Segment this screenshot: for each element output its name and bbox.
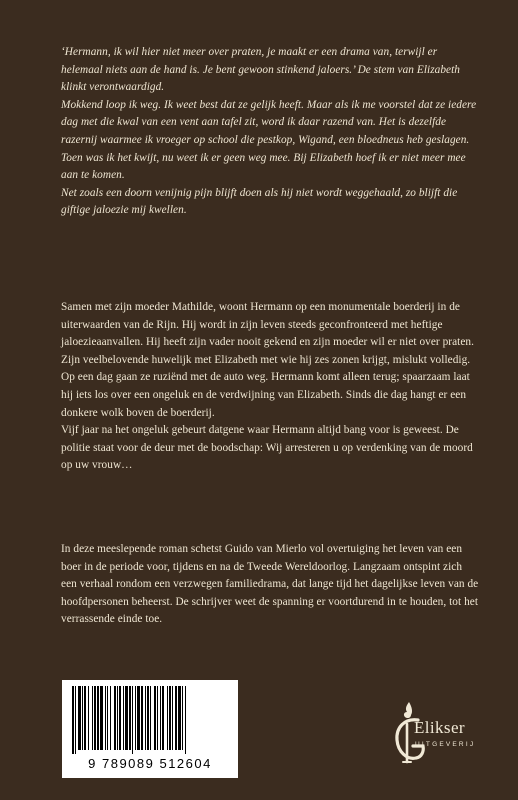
barcode-bar — [107, 686, 108, 750]
barcode-bar — [145, 686, 146, 750]
synopsis-paragraph: Zijn veelbelovende huwelijk met Elizabeth met wie hij zes zonen krijgt, mislukt volledig. Op een dag gaan ze ruziënd met de auto weg. Hermann komt alleen terug; spaarzaam laat hij iets los over een ongeluk en de verdwijning van Elizabeth. Sinds die dag hangt er een donkere wolk boven de boerderij. — [61, 353, 471, 419]
barcode-bar — [167, 686, 168, 750]
barcode-bar — [162, 686, 164, 750]
barcode-bar — [169, 686, 171, 750]
barcode-bar — [137, 686, 140, 750]
barcode-bar — [160, 686, 161, 750]
barcode-bar — [110, 686, 111, 750]
barcode-bar — [175, 686, 177, 750]
isbn-barcode — [62, 680, 238, 778]
review-paragraph: In deze meeslepende roman schetst Guido van Mierlo vol overtuiging het leven van een boer in de periode voor, tijdens en na de Tweede Wereldoorlog. Langzaam ontspint zich een verhaal rondom een verzwegen familiedrama, dat lange tijd het dagelijkse leven van de hoofdpersonen beheerst. De schrijver weet de spanning er voortdurend in te houden, tot het verrassende einde toe. — [61, 543, 479, 626]
barcode-bar — [72, 686, 74, 754]
barcode-bar — [117, 686, 118, 750]
barcode-bar — [141, 686, 143, 750]
review-blurb — [61, 541, 479, 629]
barcode-bar — [75, 686, 76, 754]
barcode-bar — [97, 686, 99, 750]
barcode-bar — [150, 686, 151, 750]
publisher-name: Elikser — [414, 718, 465, 737]
barcode-bar — [94, 686, 96, 750]
quote-paragraph: Net zoals een doorn venijnig pijn blijft doen als hij niet wordt weggehaald, zo blijft die giftige jaloezie mij kwellen. — [61, 186, 458, 217]
publisher-subtitle: UITGEVERIJ — [415, 741, 476, 748]
barcode-bar — [182, 686, 183, 750]
synopsis-paragraph: Vijf jaar na het ongeluk gebeurt datgene waar Hermann altijd bang voor is geweest. De politie staat voor de deur met de boodschap: Wij arresteren u op verdenking van de moord op uw vrouw… — [61, 424, 473, 472]
barcode-bar — [157, 686, 158, 750]
quote-paragraph: ‘Hermann, ik wil hier niet meer over praten, je maakt er een drama van, terwijl er helemaal niets aan de hand is. Je bent gewoon stinkend jaloers.’ De stem van Elizabeth klinkt verontwaardigd. — [61, 46, 460, 94]
isbn-number: 9 789089 512604 — [88, 756, 212, 771]
synopsis — [61, 299, 479, 475]
barcode-bar — [172, 686, 173, 750]
barcode-bars — [70, 686, 230, 754]
barcode-bar — [114, 686, 116, 750]
publisher-logo — [392, 700, 492, 770]
barcode-bar — [185, 686, 186, 754]
barcode-bar — [88, 686, 89, 750]
barcode-bar — [92, 686, 93, 750]
barcode-bar — [125, 686, 128, 750]
barcode-bar — [84, 686, 86, 750]
synopsis-paragraph: Samen met zijn moeder Mathilde, woont Hermann op een monumentale boerderij in de uiterwaarden van de Rijn. Hij wordt in zijn leven steeds geconfronteerd met heftige jaloezieaanvallen. Hij heeft zijn vader nooit gekend en zijn moeder wil er niet over praten. — [61, 301, 474, 349]
barcode-bar — [100, 686, 103, 750]
barcode-bar — [78, 686, 81, 750]
barcode-bar — [82, 686, 83, 750]
quote-paragraph: Mokkend loop ik weg. Ik weet best dat ze gelijk heeft. Maar als ik me voorstel dat ze iedere dag met die kwal van een vent aan tafel zit, word ik daar razend van. Het is dezelfde razernij waarmee ik vroeger op school die pestkop, Wigand, een bloedneus heb geslagen. Toen was ik het kwijt, nu weet ik er geen weg mee. Bij Elizabeth hoef ik er niet meer mee aan te komen. — [61, 98, 477, 182]
barcode-bar — [135, 686, 136, 750]
barcode-bar — [129, 686, 131, 750]
back-cover-quote — [61, 44, 479, 220]
barcode-bar — [123, 686, 124, 750]
barcode-bar — [147, 686, 149, 750]
barcode-bar — [132, 686, 133, 754]
barcode-bar — [154, 686, 156, 750]
barcode-bar — [178, 686, 181, 750]
barcode-bar — [105, 686, 106, 750]
barcode-bar — [119, 686, 121, 750]
